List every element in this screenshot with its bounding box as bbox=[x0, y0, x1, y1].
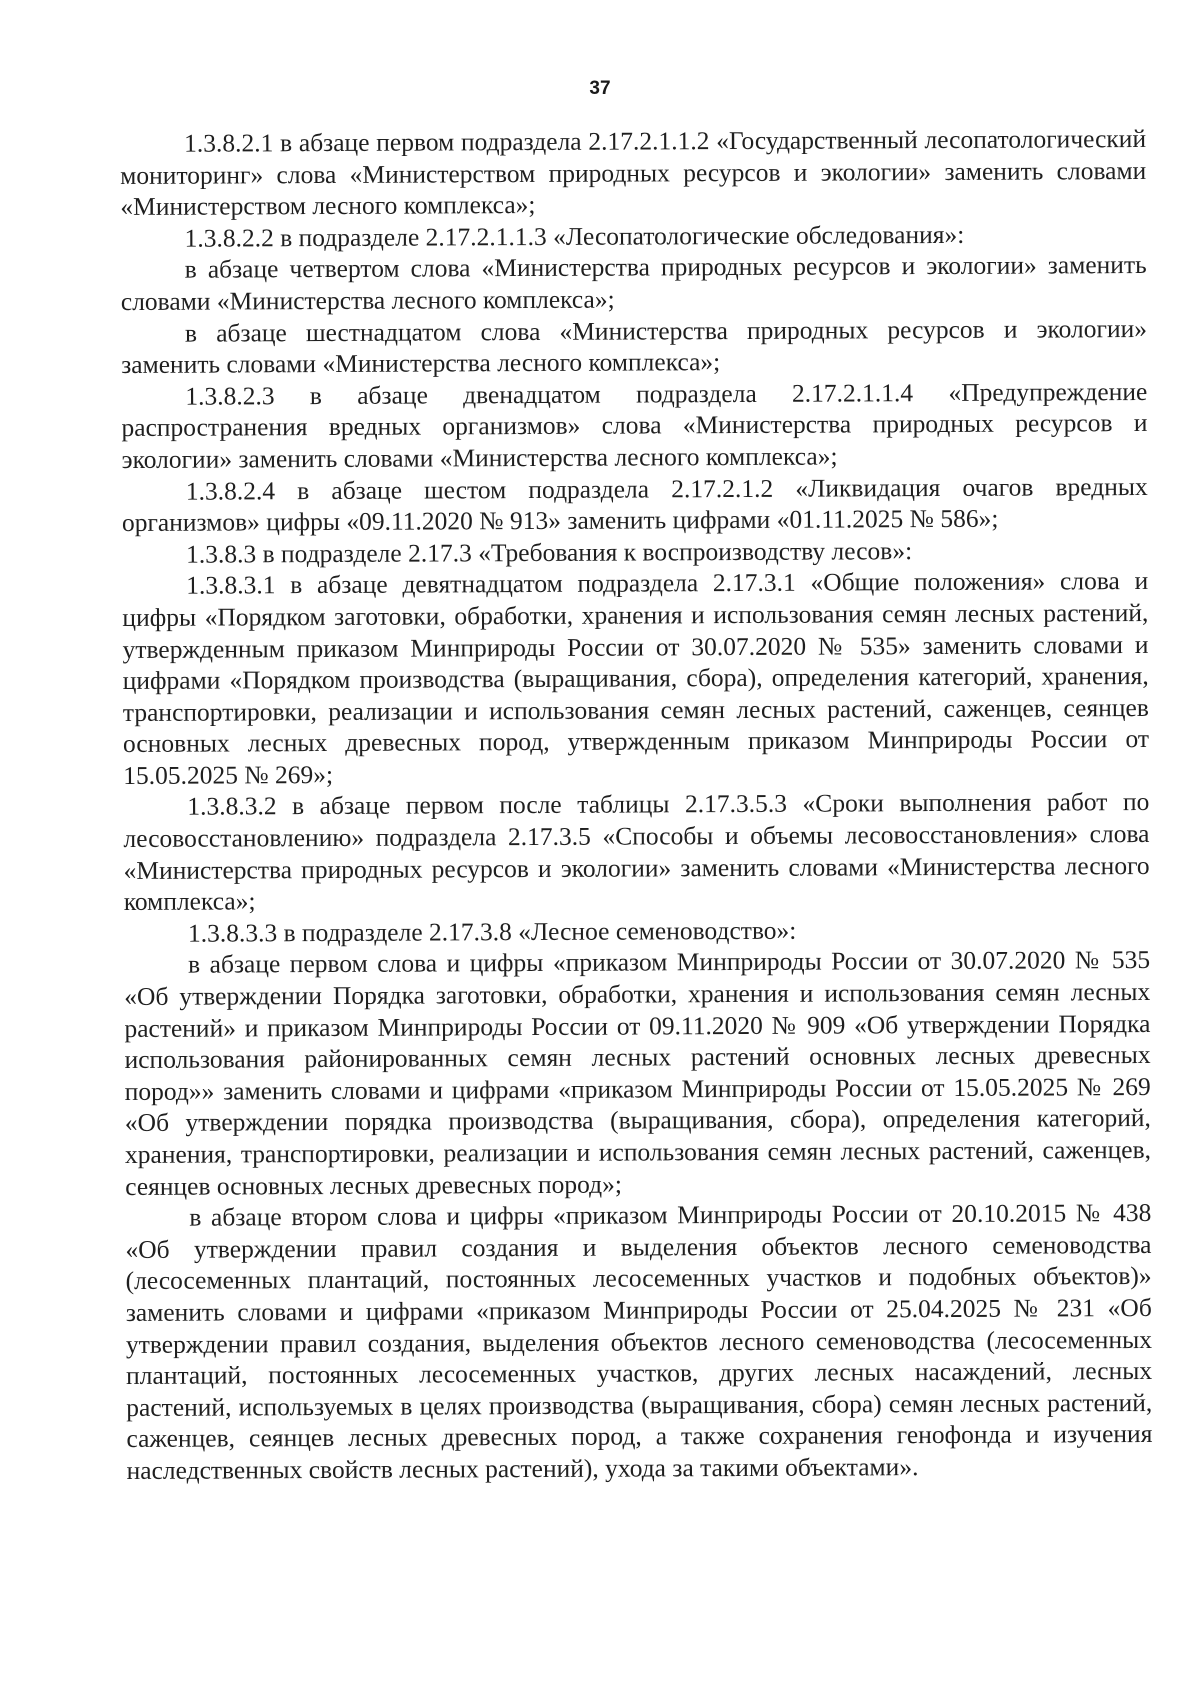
paragraph-1-3-8-2-4: 1.3.8.2.4 в абзаце шестом подраздела 2.17.2.1.2 «Ликвидация очагов вредных организмов» цифры «09.11.2020 № 913» заменить цифрами «01.11.2025 № 586»; bbox=[121, 471, 1148, 538]
paragraph-1-3-8-2-2: 1.3.8.2.2 в подразделе 2.17.2.1.1.3 «Лесопатологические обследования»: bbox=[184, 219, 965, 253]
paragraph-1-3-8-3-2: 1.3.8.3.2 в абзаце первом после таблицы 2.17.3.5.3 «Сроки выполнения работ по лесовосстановлению» подраздела 2.17.3.5 «Способы и объемы лесовосстановления» слова «Министерства природных ресурсов и экологии» заменить словами «Министерства лесного комплекса»; bbox=[123, 787, 1150, 917]
page-number: 37 bbox=[589, 78, 611, 99]
paragraph-1-3-8-3: 1.3.8.3 в подразделе 2.17.3 «Требования к воспроизводству лесов»: bbox=[186, 535, 913, 569]
paragraph-1-3-8-2-3: 1.3.8.2.3 в абзаце двенадцатом подраздела 2.17.2.1.1.4 «Предупреждение распространения вредных организмов» слова «Министерства природных ресурсов и экологии» заменить словами «Министерства лесного комплекса»; bbox=[121, 376, 1148, 474]
paragraph-abzac-vtoroi: в абзаце втором слова и цифры «приказом Минприроды России от 20.10.2015 № 438 «Об утверждении правил создания и выделения объектов лесного семеноводства (лесосеменных плантаций, постоянных лесосеменных участков и подобных объектов)» заменить словами и цифрами «приказом Минприроды России от 25.04.2025 № 231 «Об утверждении правил создания, выделения объектов лесного семеноводства (лесосеменных плантаций, постоянных лесосеменных участков, других лесных насаждений, лесных растений, используемых в целях производства (выращивания, сбора) семян лесных растений, саженцев, сеянцев лесных древесных пород, а также сохранения генофонда и изучения наследственных свойств лесных растений), ухода за такими объектами». bbox=[125, 1198, 1153, 1485]
paragraph-abzac-shestnadcatyi: в абзаце шестнадцатом слова «Министерства природных ресурсов и экологии» заменить словами «Министерства лесного комплекса»; bbox=[121, 313, 1148, 380]
paragraph-1-3-8-2-1: 1.3.8.2.1 в абзаце первом подраздела 2.17.2.1.1.2 «Государственный лесопатологический мониторинг» слова «Министерством природных ресурсов и экологии» заменить словами «Министерством лесного комплекса»; bbox=[120, 123, 1147, 222]
paragraph-1-3-8-3-1: 1.3.8.3.1 в абзаце девятнадцатом подраздела 2.17.3.1 «Общие положения» слова и цифры «Порядком заготовки, обработки, хранения и использования семян лесных растений, утвержденным приказом Минприроды России от 30.07.2020 № 535» заменить словами и цифрами «Порядком производства (выращивания, сбора), определения категорий, хранения, транспортировки, реализации и использования семян лесных растений, саженцев, сеянцев основных лесных древесных пород, утвержденным приказом Минприроды России от 15.05.2025 № 269»; bbox=[122, 566, 1150, 790]
paragraph-1-3-8-3-3: 1.3.8.3.3 в подразделе 2.17.3.8 «Лесное семеноводство»: bbox=[187, 915, 797, 948]
paragraph-abzac-chetvertyi: в абзаце четвертом слова «Министерства природных ресурсов и экологии» заменить словами «Министерства лесного комплекса»; bbox=[120, 250, 1147, 316]
paragraph-abzac-pervyi: в абзаце первом слова и цифры «приказом Минприроды России от 30.07.2020 № 535 «Об утверждении Порядка заготовки, обработки, хранения и использования семян лесных растений» и приказом Минприроды России от 09.11.2020 № 909 «Об утверждении Порядка использования районированных семян лесных растений основных лесных древесных пород»» заменить словами и цифрами «приказом Минприроды России от 15.05.2025 № 269 «Об утверждении порядка производства (выращивания, сбора), определения категорий, хранения, транспортировки, реализации и использования семян лесных растений, саженцев, сеянцев основных лесных древесных пород»; bbox=[124, 945, 1152, 1201]
document-body bbox=[120, 123, 1153, 1487]
